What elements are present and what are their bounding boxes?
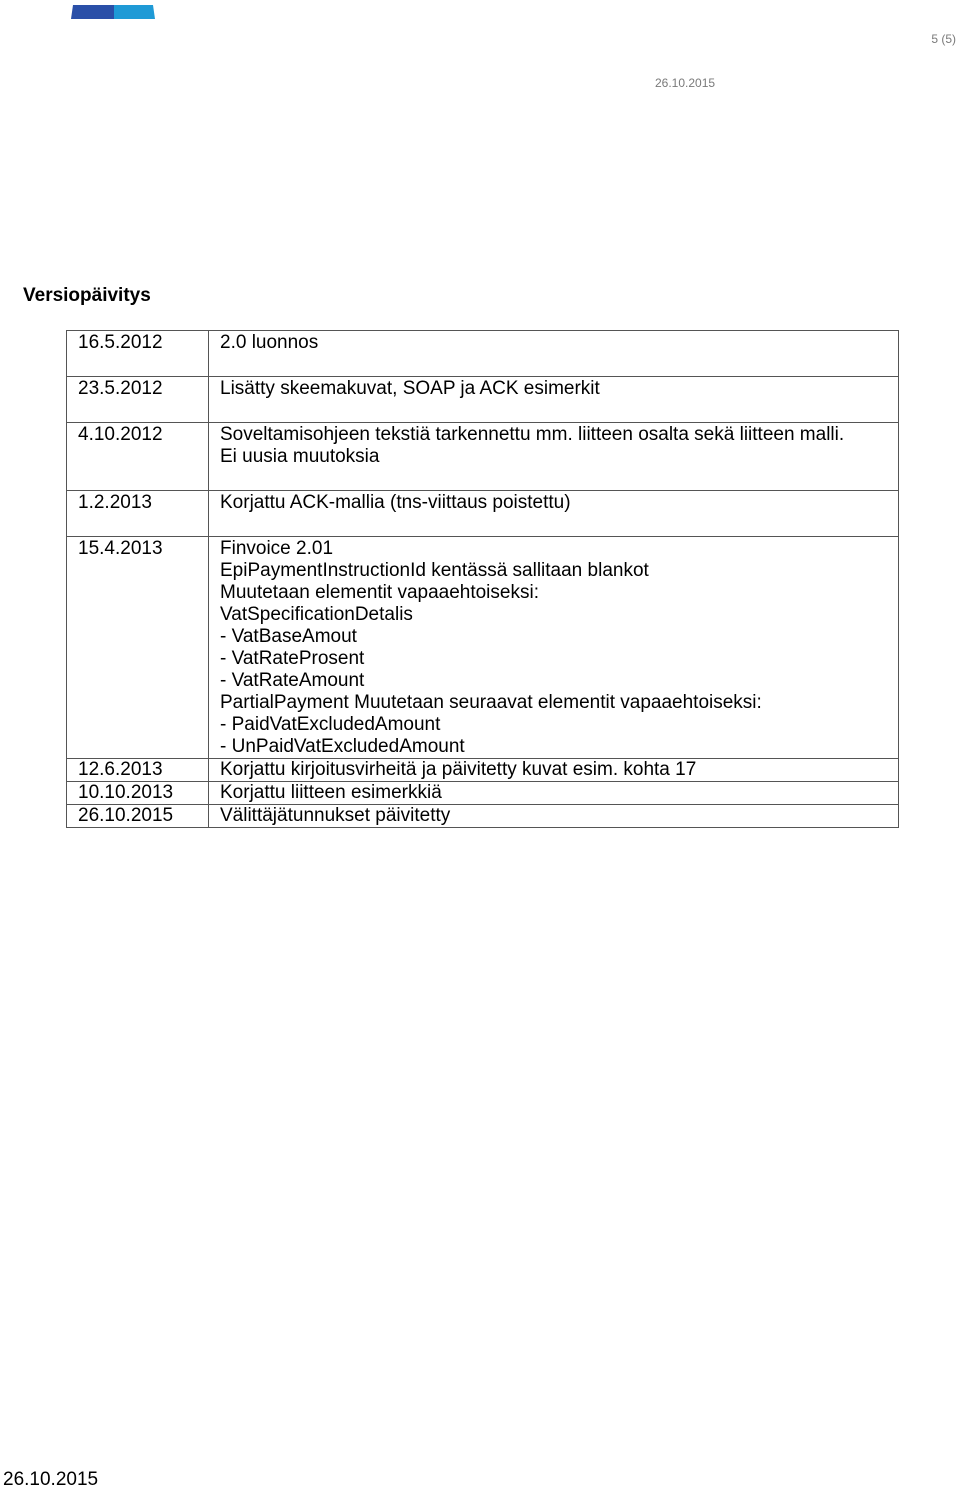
description-line: - VatRateAmount: [220, 670, 365, 691]
description-line: - VatBaseAmout: [220, 626, 357, 647]
description-line: Lisätty skeemakuvat, SOAP ja ACK esimerkit: [220, 378, 600, 399]
version-date: 15.4.2013: [67, 537, 209, 759]
version-description: [209, 759, 899, 782]
description-line: VatSpecificationDetalis: [220, 604, 413, 625]
version-description: [209, 331, 899, 377]
version-description: [209, 423, 899, 491]
company-logo: [71, 5, 155, 19]
version-date: 10.10.2013: [67, 782, 209, 805]
footer-date: 26.10.2015: [3, 1469, 99, 1490]
table-row: [67, 377, 899, 423]
version-date: 12.6.2013: [67, 759, 209, 782]
description-line: 2.0 luonnos: [220, 332, 319, 353]
description-line: - UnPaidVatExcludedAmount: [220, 736, 465, 757]
table-row: [67, 491, 899, 537]
table-row: [67, 537, 899, 759]
version-history-table: [66, 330, 899, 828]
description-line: Soveltamisohjeen tekstiä tarkennettu mm. liitteen osalta sekä liitteen malli.: [220, 424, 845, 445]
version-date: 26.10.2015: [67, 805, 209, 828]
section-title: Versiopäivitys: [23, 285, 151, 306]
description-line: Välittäjätunnukset päivitetty: [220, 805, 451, 826]
description-line: Korjattu kirjoitusvirheitä ja päivitetty kuvat esim. kohta 17: [220, 759, 697, 780]
version-date: 23.5.2012: [67, 377, 209, 423]
description-line: Muutetaan elementit vapaaehtoiseksi:: [220, 582, 539, 603]
description-line: EpiPaymentInstructionId kentässä sallitaan blankot: [220, 560, 649, 581]
description-line: Ei uusia muutoksia: [220, 446, 380, 467]
header-date: 26.10.2015: [655, 76, 716, 90]
table-row: [67, 759, 899, 782]
description-line: Korjattu ACK-mallia (tns-viittaus poistettu): [220, 492, 571, 513]
version-date: 16.5.2012: [67, 331, 209, 377]
description-line: Korjattu liitteen esimerkkiä: [220, 782, 442, 803]
version-date: 1.2.2013: [67, 491, 209, 537]
description-line: - PaidVatExcludedAmount: [220, 714, 441, 735]
page-number: 5 (5): [931, 32, 956, 46]
version-description: [209, 491, 899, 537]
table-row: [67, 331, 899, 377]
version-description: [209, 537, 899, 759]
version-description: [209, 782, 899, 805]
version-description: [209, 805, 899, 828]
description-line: PartialPayment Muutetaan seuraavat elementit vapaaehtoiseksi:: [220, 692, 762, 713]
table-row: [67, 782, 899, 805]
version-date: 4.10.2012: [67, 423, 209, 491]
version-description: [209, 377, 899, 423]
description-line: Finvoice 2.01: [220, 538, 334, 559]
table-row: [67, 805, 899, 828]
description-line: - VatRateProsent: [220, 648, 365, 669]
table-row: [67, 423, 899, 491]
